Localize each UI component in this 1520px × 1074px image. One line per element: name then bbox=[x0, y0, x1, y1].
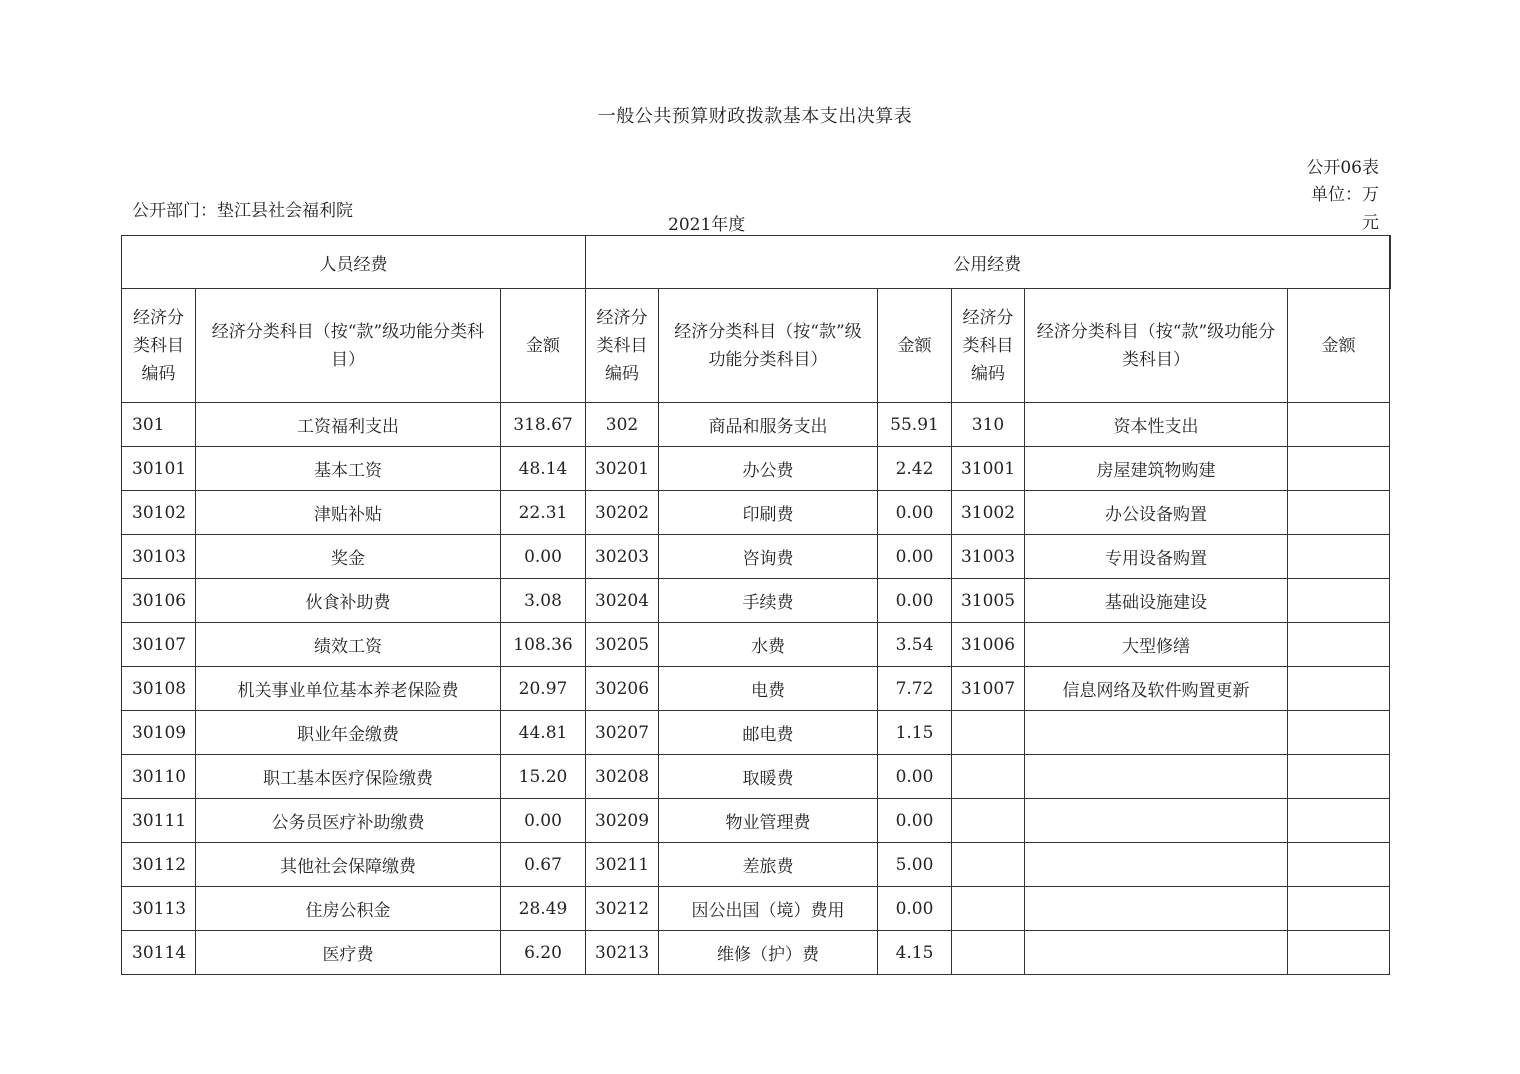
table-row bbox=[122, 579, 1390, 623]
capital-amount-cell bbox=[1288, 931, 1390, 975]
table-row bbox=[122, 843, 1390, 887]
public-code-cell: 30206 bbox=[586, 667, 659, 711]
table-row bbox=[122, 931, 1390, 975]
public-amount-cell: 5.00 bbox=[878, 843, 952, 887]
personnel-code-cell: 30107 bbox=[122, 623, 196, 667]
public-code-cell: 30208 bbox=[586, 755, 659, 799]
personnel-amount-cell: 22.31 bbox=[501, 491, 586, 535]
capital-item-cell: 基础设施建设 bbox=[1025, 579, 1288, 623]
public-amount-cell: 0.00 bbox=[878, 755, 952, 799]
capital-item-cell bbox=[1025, 887, 1288, 931]
personnel-item-cell: 机关事业单位基本养老保险费 bbox=[196, 667, 501, 711]
public-code-cell: 30211 bbox=[586, 843, 659, 887]
public-code-cell: 30213 bbox=[586, 931, 659, 975]
personnel-amount-cell: 6.20 bbox=[501, 931, 586, 975]
group-header-row bbox=[122, 236, 1390, 289]
capital-code-cell: 31007 bbox=[952, 667, 1025, 711]
personnel-code-cell: 30111 bbox=[122, 799, 196, 843]
public-amount-cell: 0.00 bbox=[878, 799, 952, 843]
capital-item-cell: 信息网络及软件购置更新 bbox=[1025, 667, 1288, 711]
capital-item-cell: 大型修缮 bbox=[1025, 623, 1288, 667]
personnel-code-cell: 30103 bbox=[122, 535, 196, 579]
table-row bbox=[122, 799, 1390, 843]
public-item-cell: 物业管理费 bbox=[659, 799, 878, 843]
personnel-amount-cell: 15.20 bbox=[501, 755, 586, 799]
capital-item-cell bbox=[1025, 799, 1288, 843]
public-item-cell: 印刷费 bbox=[659, 491, 878, 535]
personnel-amount-cell: 3.08 bbox=[501, 579, 586, 623]
public-amount-cell: 7.72 bbox=[878, 667, 952, 711]
capital-code-cell bbox=[952, 755, 1025, 799]
capital-code-cell bbox=[952, 931, 1025, 975]
personnel-amount-cell: 0.00 bbox=[501, 799, 586, 843]
table-row bbox=[122, 491, 1390, 535]
table-row bbox=[122, 447, 1390, 491]
personnel-amount-cell: 0.00 bbox=[501, 535, 586, 579]
capital-code-cell: 31005 bbox=[952, 579, 1025, 623]
capital-amount-cell bbox=[1288, 535, 1390, 579]
personnel-code-cell: 30109 bbox=[122, 711, 196, 755]
table-row bbox=[122, 667, 1390, 711]
personnel-code-cell: 30106 bbox=[122, 579, 196, 623]
capital-amount-cell bbox=[1288, 711, 1390, 755]
public-item-cell: 商品和服务支出 bbox=[659, 403, 878, 447]
public-item-cell: 差旅费 bbox=[659, 843, 878, 887]
header-amount-capital: 金额 bbox=[1288, 289, 1390, 403]
personnel-item-cell: 职业年金缴费 bbox=[196, 711, 501, 755]
capital-code-cell: 31002 bbox=[952, 491, 1025, 535]
public-item-cell: 电费 bbox=[659, 667, 878, 711]
public-code-cell: 30207 bbox=[586, 711, 659, 755]
personnel-item-cell: 职工基本医疗保险缴费 bbox=[196, 755, 501, 799]
capital-code-cell: 310 bbox=[952, 403, 1025, 447]
personnel-amount-cell: 20.97 bbox=[501, 667, 586, 711]
capital-item-cell: 办公设备购置 bbox=[1025, 491, 1288, 535]
header-code-capital: 经济分类科目编码 bbox=[952, 289, 1025, 403]
capital-item-cell bbox=[1025, 843, 1288, 887]
personnel-code-cell: 30112 bbox=[122, 843, 196, 887]
table-row bbox=[122, 887, 1390, 931]
public-code-cell: 302 bbox=[586, 403, 659, 447]
personnel-amount-cell: 48.14 bbox=[501, 447, 586, 491]
capital-code-cell bbox=[952, 843, 1025, 887]
capital-amount-cell bbox=[1288, 799, 1390, 843]
fiscal-year: 2021年度 bbox=[668, 215, 746, 235]
table-row bbox=[122, 623, 1390, 667]
expenditure-table bbox=[121, 235, 1391, 975]
personnel-code-cell: 301 bbox=[122, 403, 196, 447]
personnel-code-cell: 30110 bbox=[122, 755, 196, 799]
header-amount-personnel: 金额 bbox=[501, 289, 586, 403]
personnel-item-cell: 伙食补助费 bbox=[196, 579, 501, 623]
personnel-item-cell: 医疗费 bbox=[196, 931, 501, 975]
personnel-amount-cell: 0.67 bbox=[501, 843, 586, 887]
capital-item-cell bbox=[1025, 711, 1288, 755]
capital-item-cell bbox=[1025, 755, 1288, 799]
public-code-cell: 30212 bbox=[586, 887, 659, 931]
public-code-cell: 30202 bbox=[586, 491, 659, 535]
public-item-cell: 咨询费 bbox=[659, 535, 878, 579]
public-amount-cell: 0.00 bbox=[878, 535, 952, 579]
public-item-cell: 手续费 bbox=[659, 579, 878, 623]
personnel-item-cell: 基本工资 bbox=[196, 447, 501, 491]
personnel-code-cell: 30108 bbox=[122, 667, 196, 711]
table-row bbox=[122, 755, 1390, 799]
public-item-cell: 维修（护）费 bbox=[659, 931, 878, 975]
header-name-public: 经济分类科目（按“款”级功能分类科目） bbox=[659, 289, 878, 403]
personnel-item-cell: 工资福利支出 bbox=[196, 403, 501, 447]
capital-amount-cell bbox=[1288, 887, 1390, 931]
public-amount-cell: 3.54 bbox=[878, 623, 952, 667]
public-amount-cell: 2.42 bbox=[878, 447, 952, 491]
personnel-item-cell: 奖金 bbox=[196, 535, 501, 579]
personnel-item-cell: 其他社会保障缴费 bbox=[196, 843, 501, 887]
capital-code-cell bbox=[952, 799, 1025, 843]
capital-item-cell: 资本性支出 bbox=[1025, 403, 1288, 447]
personnel-code-cell: 30114 bbox=[122, 931, 196, 975]
personnel-item-cell: 绩效工资 bbox=[196, 623, 501, 667]
capital-amount-cell bbox=[1288, 667, 1390, 711]
public-amount-cell: 4.15 bbox=[878, 931, 952, 975]
public-amount-cell: 0.00 bbox=[878, 887, 952, 931]
capital-amount-cell bbox=[1288, 491, 1390, 535]
group-public: 公用经费 bbox=[586, 236, 1390, 289]
capital-item-cell: 房屋建筑物购建 bbox=[1025, 447, 1288, 491]
personnel-item-cell: 津贴补贴 bbox=[196, 491, 501, 535]
public-item-cell: 邮电费 bbox=[659, 711, 878, 755]
personnel-item-cell: 公务员医疗补助缴费 bbox=[196, 799, 501, 843]
capital-item-cell bbox=[1025, 931, 1288, 975]
public-code-cell: 30209 bbox=[586, 799, 659, 843]
header-code-public: 经济分类科目编码 bbox=[586, 289, 659, 403]
capital-code-cell: 31003 bbox=[952, 535, 1025, 579]
header-code-personnel: 经济分类科目编码 bbox=[122, 289, 196, 403]
public-amount-cell: 0.00 bbox=[878, 491, 952, 535]
public-item-cell: 办公费 bbox=[659, 447, 878, 491]
public-code-cell: 30205 bbox=[586, 623, 659, 667]
public-code-cell: 30203 bbox=[586, 535, 659, 579]
personnel-amount-cell: 318.67 bbox=[501, 403, 586, 447]
public-code-cell: 30204 bbox=[586, 579, 659, 623]
page-title: 一般公共预算财政拨款基本支出决算表 bbox=[597, 106, 913, 127]
capital-item-cell: 专用设备购置 bbox=[1025, 535, 1288, 579]
capital-amount-cell bbox=[1288, 403, 1390, 447]
personnel-code-cell: 30102 bbox=[122, 491, 196, 535]
capital-amount-cell bbox=[1288, 843, 1390, 887]
header-name-personnel: 经济分类科目（按“款”级功能分类科目） bbox=[196, 289, 501, 403]
form-number: 公开06表 bbox=[1306, 158, 1379, 178]
public-item-cell: 水费 bbox=[659, 623, 878, 667]
personnel-item-cell: 住房公积金 bbox=[196, 887, 501, 931]
department-label: 公开部门：垫江县社会福利院 bbox=[132, 201, 353, 221]
capital-code-cell bbox=[952, 711, 1025, 755]
unit-label: 单位：万元 bbox=[1311, 185, 1379, 233]
table-row bbox=[122, 403, 1390, 447]
public-amount-cell: 0.00 bbox=[878, 579, 952, 623]
personnel-amount-cell: 108.36 bbox=[501, 623, 586, 667]
public-code-cell: 30201 bbox=[586, 447, 659, 491]
public-amount-cell: 55.91 bbox=[878, 403, 952, 447]
capital-code-cell bbox=[952, 887, 1025, 931]
personnel-code-cell: 30113 bbox=[122, 887, 196, 931]
column-header-row bbox=[122, 289, 1390, 403]
table-row bbox=[122, 535, 1390, 579]
personnel-code-cell: 30101 bbox=[122, 447, 196, 491]
group-personnel: 人员经费 bbox=[122, 236, 586, 289]
public-item-cell: 因公出国（境）费用 bbox=[659, 887, 878, 931]
header-amount-public: 金额 bbox=[878, 289, 952, 403]
capital-code-cell: 31001 bbox=[952, 447, 1025, 491]
table-row bbox=[122, 711, 1390, 755]
capital-amount-cell bbox=[1288, 447, 1390, 491]
public-amount-cell: 1.15 bbox=[878, 711, 952, 755]
public-item-cell: 取暖费 bbox=[659, 755, 878, 799]
header-name-capital: 经济分类科目（按“款”级功能分类科目） bbox=[1025, 289, 1288, 403]
personnel-amount-cell: 44.81 bbox=[501, 711, 586, 755]
capital-amount-cell bbox=[1288, 755, 1390, 799]
personnel-amount-cell: 28.49 bbox=[501, 887, 586, 931]
capital-amount-cell bbox=[1288, 579, 1390, 623]
capital-code-cell: 31006 bbox=[952, 623, 1025, 667]
capital-amount-cell bbox=[1288, 623, 1390, 667]
